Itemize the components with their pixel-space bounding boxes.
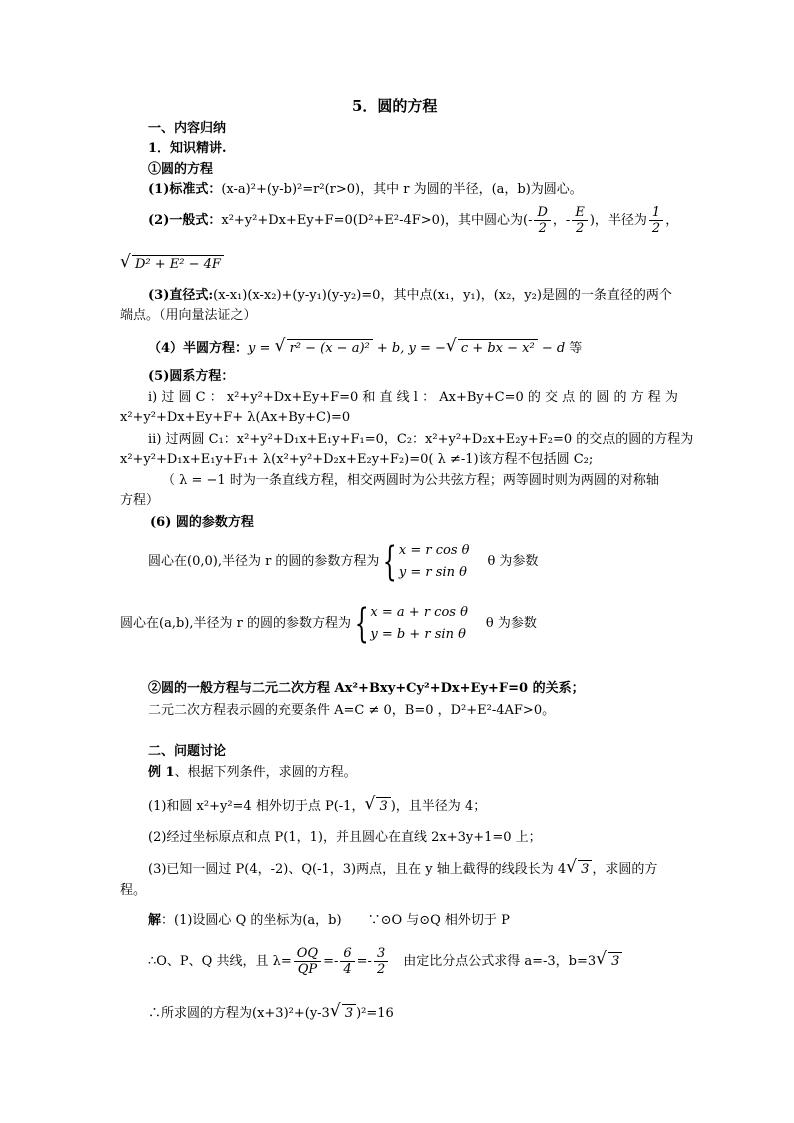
parametric-heading: (6) 圆的参数方程 (150, 515, 254, 530)
fraction-6-4: $\frac{6}{4}$ (340, 946, 354, 977)
parametric-center-system: x = a + r cos θ y = b + r sin θ (370, 605, 468, 642)
question-3-continued: 程。 (120, 883, 147, 898)
example-1-text: 、根据下列条件，求圆的方程。 (174, 765, 357, 780)
circle-family-ii-line1: ii) 过两圆 C₁：x²+y²+D₁x+E₁y+F₁=0，C₂：x²+y²+D₂x+E₂y+F₂=0 的交点的圆的方程为 (148, 432, 694, 447)
fraction-d-over-2: $\frac{D}{2}$ (534, 205, 550, 236)
diameter-form-line (148, 287, 672, 305)
question-1-end: )，且半径为 4； (390, 799, 487, 814)
solution-label: 解 (148, 913, 162, 928)
circle-condition-text: 二元二次方程表示圆的充要条件 A=C ≠ 0，B=0 ，D²+E²-4AF>0。 (148, 703, 556, 718)
solution-text-2: ∴O、P、Q 共线，且 λ= (148, 954, 292, 969)
parametric-origin-theta: θ 为参数 (487, 554, 539, 569)
standard-form-line (148, 181, 583, 199)
standard-form-label: (1)标准式： (148, 182, 222, 197)
brace-icon: { (383, 539, 398, 585)
semicircle-math-1: y = (248, 341, 275, 356)
example-1-heading (148, 764, 357, 782)
question-3-end: ，求圆的方 (592, 862, 658, 877)
sqrt-radical: √ D² + E² − 4F (120, 255, 224, 274)
general-form-end: ， (665, 213, 679, 228)
question-3-text: (3)已知一圆过 P(4，-2)、Q(-1，3)两点，且在 y 轴上截得的线段长为 4 (148, 862, 567, 877)
page-title: 5．圆的方程 (352, 97, 438, 115)
solution-line-3 (148, 1001, 394, 1023)
parametric-origin-line (148, 540, 538, 585)
question-3 (148, 857, 658, 879)
fraction-3-2: $\frac{3}{2}$ (374, 946, 388, 977)
parametric-center-line (120, 602, 537, 647)
solution-eq-1: =- (323, 954, 339, 969)
circle-family-i-line1: i) 过 圆 C ： x²+y²+Dx+Ey+F=0 和 直 线 l ： Ax+By+C=0 的 交 点 的 圆 的 方 程 为 (148, 390, 678, 405)
general-form-sep: ，- (552, 213, 571, 228)
sqrt-semicircle-2: √ c + bx − x² (446, 339, 538, 358)
question-2: (2)经过坐标原点和点 P(1，1)，并且圆心在直线 2x+3y+1=0 上； (148, 830, 542, 845)
solution-text-3: 由定比分点公式求得 a=-3，b=3 (390, 954, 597, 969)
solution-text-4: ∴所求圆的方程为(x+3)²+(y-3 (148, 1006, 330, 1021)
semicircle-line (148, 336, 583, 358)
circle-family-note-line1: （ λ = −1 时为一条直线方程，相交两圆时为公共弦方程；两等圆时则为两圆的对称轴 (162, 473, 659, 488)
solution-line-1 (148, 912, 510, 930)
topic-heading-circle-equation: ①圆的方程 (148, 162, 214, 177)
sqrt-3: √ 3 (364, 797, 390, 816)
subsection-heading: 1．知识精讲. (148, 141, 227, 156)
general-form-radius-text: )，半径为 (589, 213, 647, 228)
parametric-origin-text: 圆心在(0,0),半径为 r 的圆的参数方程为 (148, 554, 380, 569)
circle-family-ii-line2: x²+y²+D₁x+E₁y+F₁+ λ(x²+y²+D₂x+E₂y+F₂)=0( λ ≠-1)该方程不包括圆 C₂; (120, 452, 594, 467)
general-form-label: (2)一般式： (148, 213, 222, 228)
question-1 (148, 794, 487, 816)
semicircle-label: （4）半圆方程： (148, 341, 249, 356)
sqrt-3: √ 3 (566, 860, 592, 879)
circle-family-note-line2: 方程） (120, 493, 160, 508)
general-form-line (148, 205, 678, 236)
section-heading-2: 二、问题讨论 (148, 744, 227, 759)
semicircle-end: 等 (565, 341, 583, 356)
solution-text-1: ：(1)设圆心 Q 的坐标为(a，b) ∵⊙O 与⊙Q 相外切于 P (161, 913, 510, 928)
fraction-e-over-2: $\frac{E}{2}$ (572, 205, 588, 236)
brace-icon: { (354, 601, 369, 647)
topic-heading-general-relation: ②圆的一般方程与二元二次方程 Ax²+Bxy+Cy²+Dx+Ey+F=0 的关系； (148, 681, 585, 696)
sqrt-semicircle-1: √ r² − (x − a)² (275, 339, 373, 358)
example-1-label: 例 1 (148, 765, 175, 780)
fraction-one-half: $\frac{1}{2}$ (649, 205, 663, 236)
fraction-oq-qp: $\frac{OQ}{QP}$ (294, 946, 321, 977)
solution-text-5: )²=16 (356, 1006, 394, 1021)
parametric-center-text: 圆心在(a,b),半径为 r 的圆的参数方程为 (120, 616, 351, 631)
semicircle-math-3: − d (537, 341, 566, 356)
semicircle-math-2: + b, y = − (372, 341, 446, 356)
sqrt-3: √ 3 (330, 1004, 356, 1023)
question-1-text: (1)和圆 x²+y²=4 相外切于点 P(-1， (148, 799, 365, 814)
standard-form-text: (x-a)²+(y-b)²=r²(r>0)，其中 r 为圆的半径，(a，b)为圆心。 (221, 182, 583, 197)
solution-eq-2: =- (356, 954, 372, 969)
circle-family-i-line2: x²+y²+Dx+Ey+F+ λ(Ax+By+C)=0 (120, 410, 351, 425)
solution-line-2 (148, 946, 622, 977)
diameter-form-label: (3)直径式: (148, 288, 214, 303)
diameter-form-continued: 端点。（用向量法证之） (120, 308, 257, 323)
circle-family-heading: (5)圆系方程： (148, 369, 235, 384)
diameter-form-text: (x-x₁)(x-x₂)+(y-y₁)(y-y₂)=0，其中点(x₁，y₁)，(x₂，y₂)是圆的一条直径的两个 (213, 288, 672, 303)
general-form-text: x²+y²+Dx+Ey+F=0(D²+E²-4F>0)，其中圆心为(- (221, 213, 533, 228)
sqrt-3: √ 3 (596, 952, 622, 971)
parametric-center-theta: θ 为参数 (485, 616, 537, 631)
section-heading-1: 一、内容归纳 (148, 121, 227, 136)
general-form-radius-sqrt (120, 252, 224, 274)
parametric-origin-system: x = r cos θ y = r sin θ (398, 543, 470, 580)
